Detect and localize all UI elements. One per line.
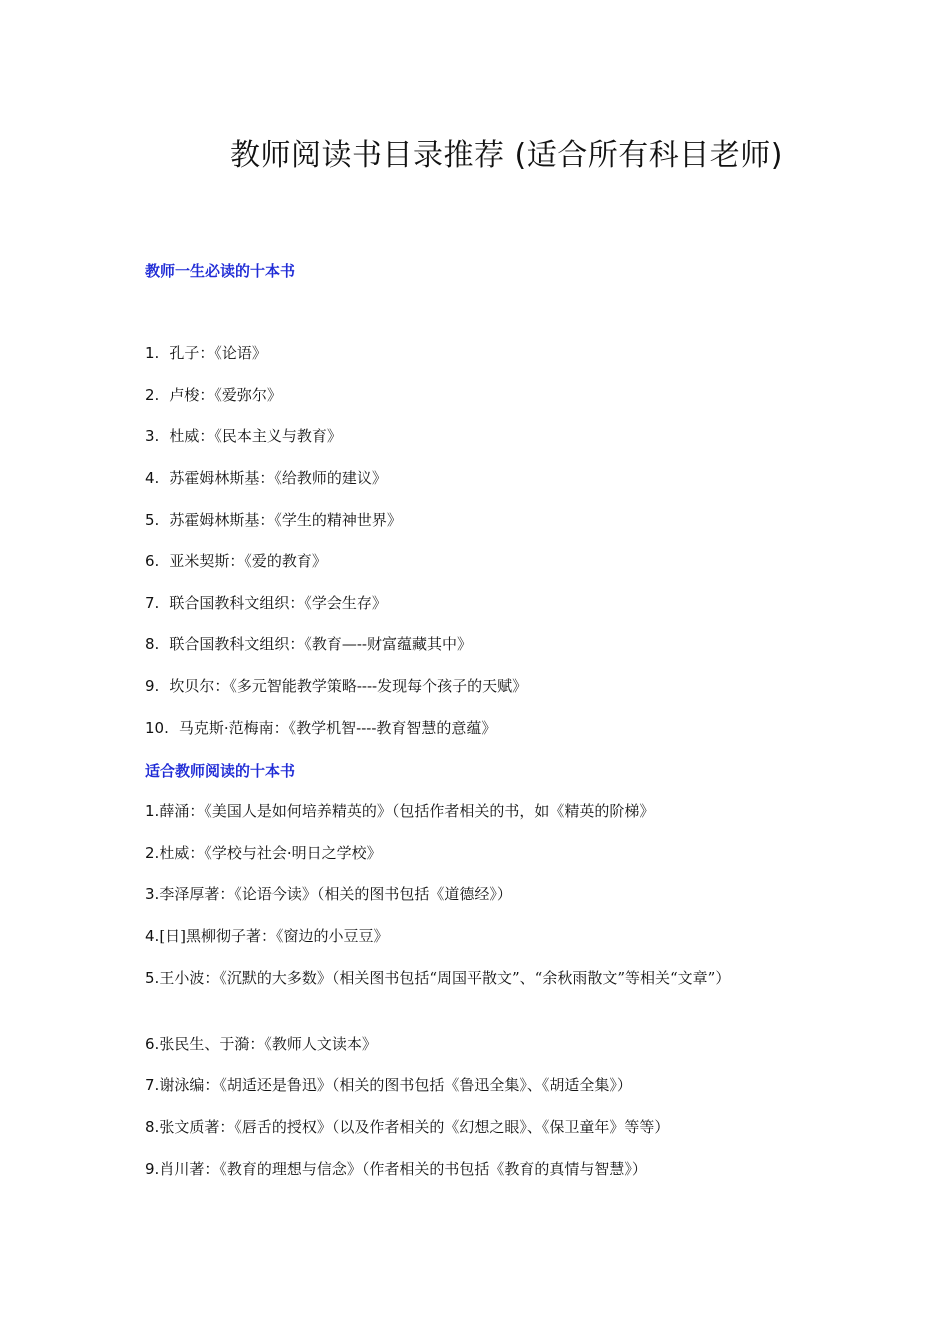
- item-number: 3.: [145, 427, 160, 445]
- item-number: 4.: [145, 927, 160, 945]
- item-text: 苏霍姆林斯基：《给教师的建议》: [169, 469, 387, 487]
- list-item: [145, 466, 815, 490]
- item-text: 杜威：《民本主义与教育》: [169, 427, 342, 445]
- list-item: [145, 508, 815, 532]
- item-number: 8.: [145, 635, 160, 653]
- list-item: [145, 549, 815, 573]
- item-text: 马克斯·范梅南：《教学机智----教育智慧的意蕴》: [178, 719, 497, 737]
- item-number: 6.: [145, 552, 160, 570]
- section-heading-must-read: 教师一生必读的十本书: [145, 262, 296, 280]
- list-item: [145, 966, 815, 990]
- item-number: 8.: [145, 1118, 160, 1136]
- item-text: 张民生、于漪：《教师人文读本》: [159, 1035, 377, 1053]
- list-item: [145, 716, 815, 740]
- item-text: [日]黑柳彻子著：《窗边的小豆豆》: [159, 927, 389, 945]
- item-number: 7.: [145, 1076, 160, 1094]
- item-number: 1.: [145, 344, 160, 362]
- item-text: 张文质著：《唇舌的授权》（以及作者相关的《幻想之眼》、《保卫童年》等等）: [159, 1118, 670, 1136]
- item-text: 肖川著：《教育的理想与信念》（作者相关的书包括《教育的真情与智慧》）: [159, 1160, 647, 1178]
- item-number: 1.: [145, 802, 160, 820]
- list-item: [145, 841, 815, 865]
- item-text: 坎贝尔：《多元智能教学策略----发现每个孩子的天赋》: [169, 677, 528, 695]
- list-item: [145, 632, 815, 656]
- list-item: [145, 591, 815, 615]
- list-item: [145, 1073, 815, 1097]
- item-number: 9.: [145, 1160, 160, 1178]
- item-text: 杜威：《学校与社会·明日之学校》: [159, 844, 382, 862]
- item-text: 联合国教科文组织：《教育—--财富蕴藏其中》: [169, 635, 472, 653]
- list-item: [145, 799, 815, 823]
- list-item: [145, 383, 815, 407]
- item-number: 7.: [145, 594, 160, 612]
- item-number: 10.: [145, 719, 169, 737]
- list-item: [145, 1157, 815, 1181]
- section-heading-suitable: 适合教师阅读的十本书: [145, 762, 296, 780]
- item-number: 6.: [145, 1035, 160, 1053]
- item-number: 5.: [145, 969, 160, 987]
- list-item: [145, 882, 815, 906]
- item-text: 孔子：《论语》: [169, 344, 267, 362]
- item-text: 李泽厚著：《论语今读》（相关的图书包括《道德经》）: [159, 885, 512, 903]
- list-item: [145, 1115, 815, 1139]
- item-number: 5.: [145, 511, 160, 529]
- item-text: 苏霍姆林斯基：《学生的精神世界》: [169, 511, 402, 529]
- item-number: 2.: [145, 386, 160, 404]
- list-item: [145, 1032, 815, 1056]
- item-text: 薛涌：《美国人是如何培养精英的》（包括作者相关的书，如《精英的阶梯》: [159, 802, 655, 820]
- item-text: 谢泳编：《胡适还是鲁迅》（相关的图书包括《鲁迅全集》、《胡适全集》）: [159, 1076, 632, 1094]
- item-text: 联合国教科文组织：《学会生存》: [169, 594, 387, 612]
- item-number: 2.: [145, 844, 160, 862]
- item-text: 王小波：《沉默的大多数》（相关图书包括“周国平散文”、“余秋雨散文”等相关“文章”）: [159, 969, 731, 987]
- list-item: [145, 924, 815, 948]
- item-text: 卢梭：《爱弥尔》: [169, 386, 282, 404]
- document-title: 教师阅读书目录推荐 (适合所有科目老师): [230, 138, 783, 173]
- item-text: 亚米契斯：《爱的教育》: [169, 552, 327, 570]
- list-item: [145, 341, 815, 365]
- list-item: [145, 424, 815, 448]
- item-number: 4.: [145, 469, 160, 487]
- item-number: 3.: [145, 885, 160, 903]
- list-item: [145, 674, 815, 698]
- item-number: 9.: [145, 677, 160, 695]
